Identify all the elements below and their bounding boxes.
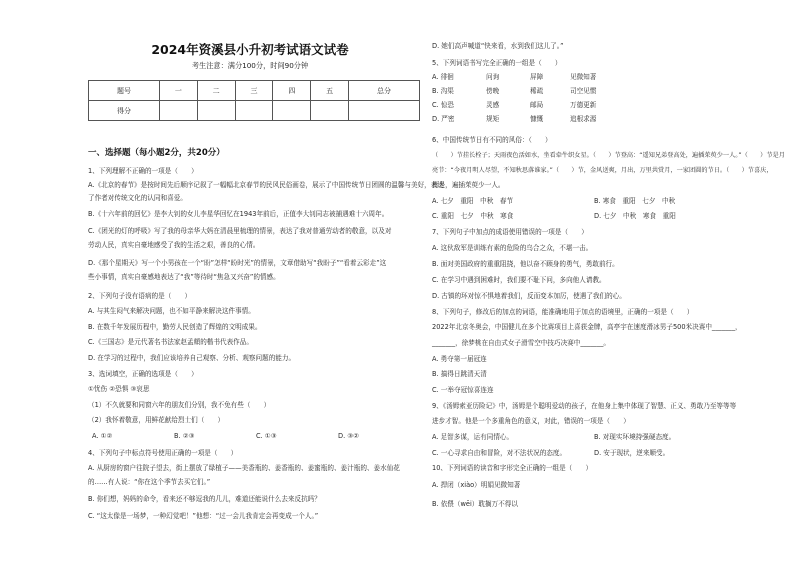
option-cell: 万德更新 (570, 101, 597, 109)
option-cell: C. 惊恐 (432, 101, 454, 109)
score-table (88, 80, 420, 121)
question-text: 皆是，遍插茱萸少一人。 (432, 181, 505, 189)
answer-option: B. 搞得日跳清天清 (432, 370, 487, 378)
score-header-cell: 五 (311, 81, 349, 101)
answer-option: A.《北京的春节》是按时间先后顺序记叙了一幅幅北京春节的民风民俗画卷，展示了中国传统节日团圆的温馨与美好，表达 (88, 181, 444, 189)
answer-option: B. 在数千年发展历程中，勤劳人民创造了辉煌的文明成果。 (88, 323, 262, 331)
fill-sentence: （1）不久就要和同窗六年的朋友们分别，我不免有些（ ） (88, 401, 271, 409)
option-cell: B. 沟渠 (432, 87, 454, 95)
answer-option-cont: 的……有人说：“你在这个季节去买它们。” (88, 478, 211, 486)
answer-option: A. 从厨房的窗户往院子望去，街上摆放了绿植子——美香瓶的、姜香瓶的、姜蜜瓶的、姜汁瓶的、姜水仙花 (88, 464, 400, 472)
score-header-cell: 四 (273, 81, 311, 101)
score-header-cell: 三 (235, 81, 273, 101)
answer-option: D. 她们高声喊道“快来看，水到我们这儿了。” (432, 42, 564, 50)
score-cell[interactable] (311, 101, 349, 121)
question-text: 2022年北京冬奥会，中国健儿在多个比赛项目上喜获金牌，高亭宇在速度滑冰男子500米决赛中_______， (432, 323, 742, 331)
score-cell[interactable] (197, 101, 235, 121)
answer-option: A. 七夕 重阳 中秋 春节 (432, 197, 514, 205)
answer-option: D. ③② (338, 432, 360, 440)
answer-option: B. ②③ (174, 432, 195, 440)
option-cell: 稀疏 (530, 87, 544, 95)
question-stem: 8、下列句子，修改后的加点的词语，能准确地用于加点的语境里，正确的一项是（ ） (432, 308, 694, 316)
question-stem: 1、下列理解不正确的一项是（ ） (88, 167, 198, 175)
answer-option: B. 对现实环境持强硬态度。 (594, 433, 676, 441)
answer-option: B. 面对美国政府的重重阻挠，他以奋不顾身的勇气，勇敢前行。 (432, 260, 619, 268)
section-heading: 一、选择题（每小题2分，共20分） (88, 148, 225, 158)
answer-option: C. “这太像是一场梦，一种幻觉吧！”他想：“过一会儿我肯定会再变成一个人。” (88, 512, 319, 520)
question-text: _______，徐梦桃在自由式女子滑雪空中技巧决赛中_______。 (432, 339, 611, 347)
score-cell[interactable] (235, 101, 273, 121)
score-header-cell: 一 (159, 81, 197, 101)
question-text: 亮节：“今夜月明人尽望，不知秋思落谁家。”（ ）节，金风送爽，月出，万里共赏月，一家团圆的节日。（ ）节喜庆， (432, 167, 773, 174)
answer-option: C. 一心寻求自由和冒险，对不法状况的态度。 (432, 449, 567, 457)
question-stem: 10、下列词语的读音和字形完全正确的一组是（ ） (432, 464, 593, 472)
option-cell: 慷慨 (530, 115, 544, 123)
answer-option: D. 古镇的环对惊不惧地着我们，反而变本加厉，使遇了我们的心。 (432, 292, 626, 300)
answer-option: D. 在学习的过程中，我们应该培养自己观察、分析、观察问题的能力。 (88, 354, 296, 362)
word-options: ①忧伤 ②恐惧 ③哀思 (88, 385, 150, 393)
option-cell: 问询 (486, 73, 500, 81)
answer-option: D. 七夕 中秋 寒食 重阳 (594, 212, 676, 220)
question-text: 进步才智。他是一个多重角色的意义，对此，错误的一项是（ ） (432, 417, 630, 425)
answer-option-cont: 些小事情，真实自豪感地表达了“我”等待时“焦急又兴奋”的情感。 (88, 273, 280, 281)
answer-option: A. 与其生闷气来解决问题，也不如平静来解决这件事情。 (88, 307, 255, 315)
question-stem: 5、下列词语书写完全正确的一组是（ ） (432, 59, 562, 67)
answer-option: C. 一举夺冠惊喜连连 (432, 386, 494, 394)
answer-option: C. ①③ (256, 432, 277, 440)
score-table-header-row (89, 81, 420, 101)
option-cell: 司空见惯 (570, 87, 597, 95)
answer-option: D. 安于现状，逆来顺受。 (594, 449, 670, 457)
answer-option: A. 勇夺第一届冠连 (432, 355, 487, 363)
fill-sentence: （2）我怀着敬意，用鲜花献给烈士们（ ） (88, 416, 225, 424)
option-cell: A. 徘徊 (432, 73, 454, 81)
answer-option: A. 足智多谋，运有同情心。 (432, 433, 514, 441)
answer-option-cont: 了作者对传统文化的认同和喜爱。 (88, 194, 187, 202)
score-header-cell: 二 (197, 81, 235, 101)
option-cell: 见微知著 (570, 73, 597, 81)
answer-option: A. 这伙敌军是训练有素的危险的乌合之众，不堪一击。 (432, 244, 593, 252)
question-stem: 6、中国传统节日有不同的风俗：（ ） (432, 136, 552, 144)
exam-note: 考生注意：满分100分，时间90分钟 (191, 61, 309, 70)
answer-option: A. 捍闭（xiào）明娟见微知著 (432, 481, 521, 489)
question-stem: 2、下列句子没有语病的是（ ） (88, 292, 192, 300)
question-text: （ ）节挂长栓子；天雨夜色活如水，坐看牵牛织女星。（ ）节登高：“遥知兄弟登高处，遍插茱萸少一人。”（ ）节是月 (432, 152, 785, 159)
question-stem: 9、《汤姆索亚历险记》中，汤姆是个聪明爱动的孩子，在他身上集中体现了智慧、正义、勇敢乃至等等等 (432, 402, 737, 410)
answer-option: D.《那个星期天》写一个小男孩在一个“盼”怎样“盼时光”的情景，文章借助写“我盼子”“看着云彩走”这 (88, 259, 387, 267)
option-cell: 屏障 (530, 73, 544, 81)
answer-option: C. 在学习中遇到困难时，我们要不耻下问，多向他人请教。 (432, 276, 606, 284)
option-cell: 邮局 (530, 101, 544, 109)
question-stem: 7、下列句子中加点的成语使用错误的一项是（ ） (432, 228, 588, 236)
answer-option: C.《团光的灯的呼吸》写了我的母亲华大妈在清晨里梳理的情景，表达了我对普通劳动者的敬意，以及对 (88, 227, 392, 235)
answer-option: C.《三国志》是元代著名书法家赵孟頫的楷书代表作品。 (88, 338, 253, 346)
score-cell[interactable] (159, 101, 197, 121)
answer-option: A. ①② (92, 432, 113, 440)
score-cell[interactable] (349, 101, 420, 121)
score-row-label: 得分 (89, 101, 160, 121)
answer-option: B. 你们想，妈妈的命令，看来还不够逗我的几儿，难道还能说什么去来反抗吗？ (88, 495, 321, 503)
answer-option: B. 寒食 重阳 七夕 中秋 (594, 197, 676, 205)
score-header-cell: 总分 (349, 81, 420, 101)
option-cell: 灵感 (486, 101, 500, 109)
answer-option: C. 重阳 七夕 中秋 寒食 (432, 212, 514, 220)
question-stem: 4、下列句子中标点符号使用正确的一项是（ ） (88, 449, 238, 457)
answer-option-cont: 劳动人民，真实自豪地感受了我的生活之艰，善良的心情。 (88, 241, 260, 249)
option-cell: 追根求源 (570, 115, 597, 123)
answer-option: B.《十六年前的回忆》是李大钊的女儿李星华回忆在1943年前后，正值李大钊同志被捕遇难十六周年。 (88, 210, 389, 218)
score-table-score-row (89, 101, 420, 121)
score-cell[interactable] (273, 101, 311, 121)
option-cell: D. 严密 (432, 115, 455, 123)
q5-option-grid (432, 73, 772, 129)
score-header-cell: 题号 (89, 81, 160, 101)
answer-option: B. 依偎（wēi）耽搁万不得以 (432, 500, 518, 508)
question-stem: 3、选词填空，正确的选项是（ ） (88, 370, 198, 378)
option-cell: 规矩 (486, 115, 500, 123)
exam-title: 2024年资溪县小升初考试语文试卷 (151, 42, 349, 57)
option-cell: 傍晚 (486, 87, 500, 95)
